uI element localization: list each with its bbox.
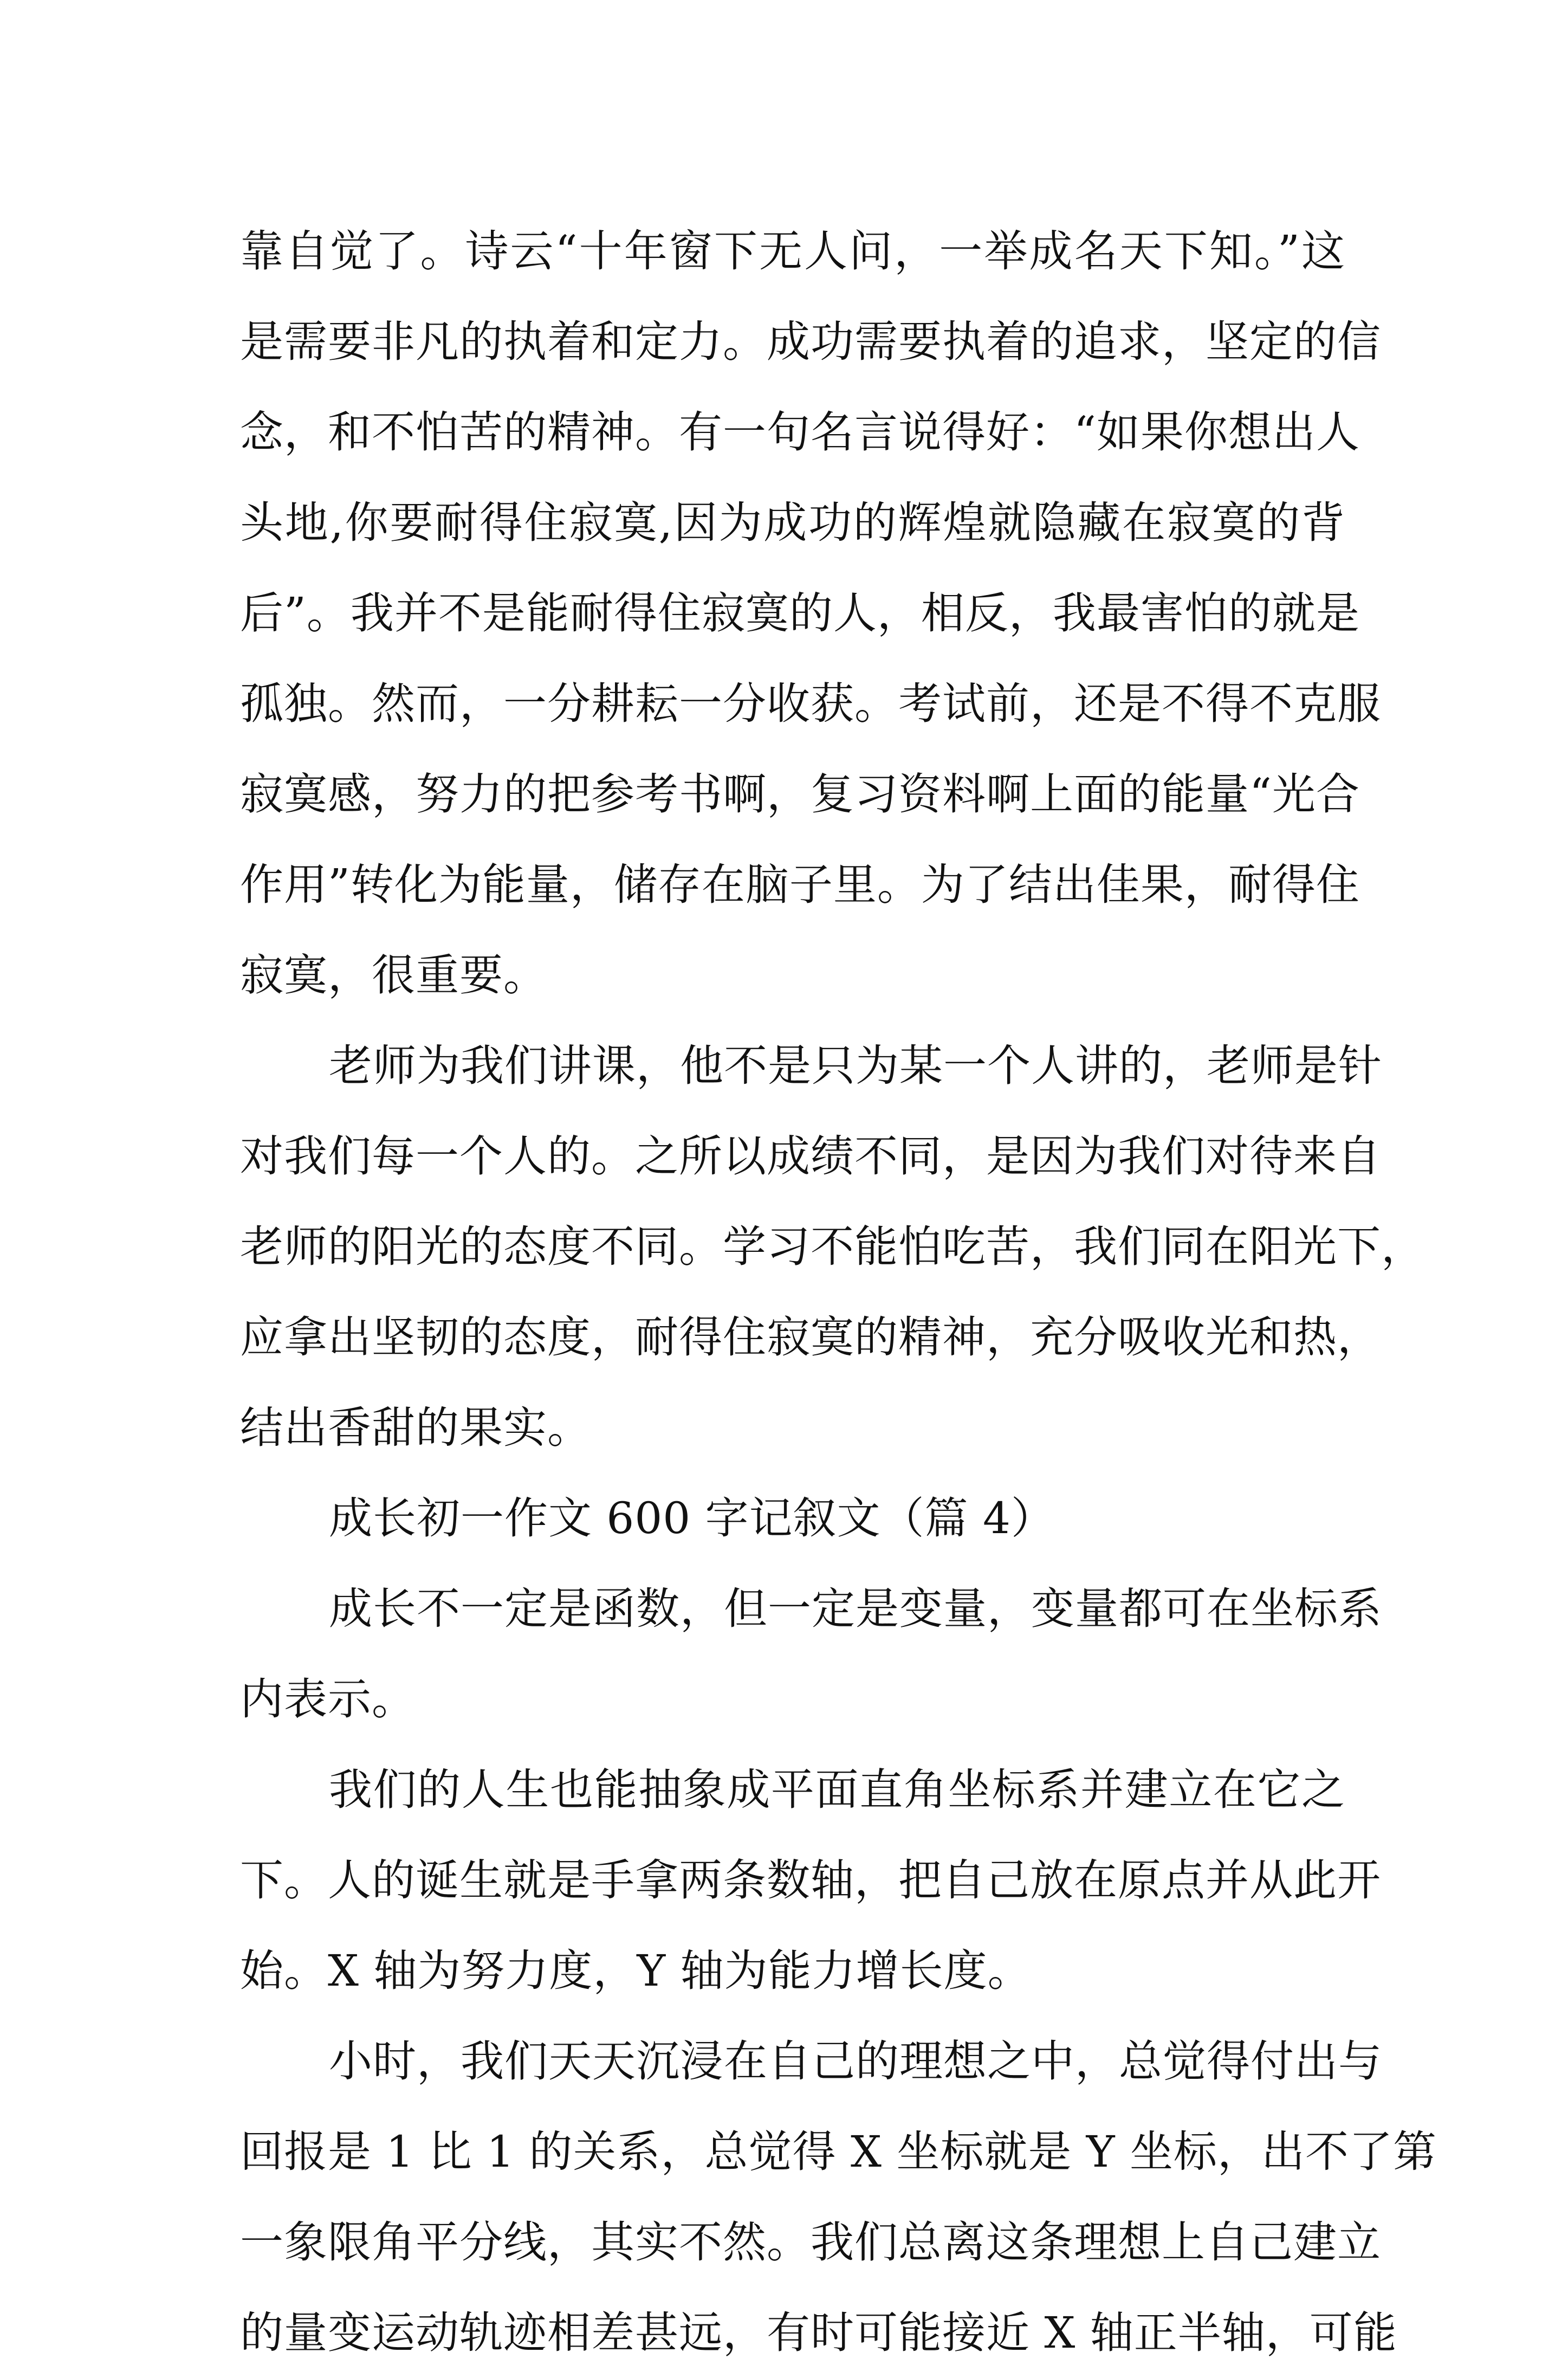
text-line: 后”。我并不是能耐得住寂寞的人，相反，我最害怕的就是 — [240, 588, 1360, 638]
text-line: 应拿出坚韧的态度，耐得住寂寞的精神，充分吸收光和热， — [240, 1312, 1381, 1362]
text-line: 我们的人生也能抽象成平面直角坐标系并建立在它之 — [329, 1765, 1345, 1815]
text-line: 结出香甜的果实。 — [240, 1403, 591, 1453]
text-line: 老师的阳光的态度不同。学习不能怕吃苦，我们同在阳光下， — [240, 1222, 1425, 1272]
text-line: 老师为我们讲课，他不是只为某一个人讲的，老师是针 — [329, 1041, 1382, 1091]
text-line: 寂寞感，努力的把参考书啊，复习资料啊上面的能量“光合 — [240, 769, 1360, 819]
text-line: 念，和不怕苦的精神。有一句名言说得好：“如果你想出人 — [240, 407, 1360, 457]
text-line: 内表示。 — [240, 1674, 416, 1724]
text-line: 是需要非凡的执着和定力。成功需要执着的追求，坚定的信 — [240, 316, 1381, 367]
text-line: 小时，我们天天沉浸在自己的理想之中，总觉得付出与 — [329, 2036, 1382, 2086]
text-line: 孤独。然而，一分耕耘一分收获。考试前，还是不得不克服 — [240, 678, 1381, 729]
text-line: 寂寞，很重要。 — [240, 950, 547, 1000]
text-line: 一象限角平分线，其实不然。我们总离这条理想上自己建立 — [240, 2217, 1381, 2267]
text-line: 回报是 1 比 1 的关系，总觉得 X 坐标就是 Y 坐标，出不了第 — [240, 2127, 1437, 2177]
text-line: 的量变运动轨迹相差甚远，有时可能接近 X 轴正半轴，可能 — [240, 2308, 1397, 2358]
text-line: 头地,你要耐得住寂寞,因为成功的辉煌就隐藏在寂寞的背 — [240, 497, 1345, 548]
text-line: 对我们每一个人的。之所以成绩不同，是因为我们对待来自 — [240, 1131, 1381, 1181]
document-body — [240, 206, 1437, 2378]
text-line: 作用”转化为能量，储存在脑子里。为了结出佳果，耐得住 — [240, 860, 1360, 910]
text-line: 靠自觉了。诗云“十年窗下无人问，一举成名天下知。”这 — [240, 226, 1345, 276]
text-line: 成长初一作文 600 字记叙文（篇 4） — [329, 1493, 1055, 1543]
text-line: 下。人的诞生就是手拿两条数轴，把自己放在原点并从此开 — [240, 1855, 1381, 1905]
text-line: 始。X 轴为努力度，Y 轴为能力增长度。 — [240, 1946, 1032, 1996]
text-line: 成长不一定是函数，但一定是变量，变量都可在坐标系 — [329, 1584, 1382, 1634]
